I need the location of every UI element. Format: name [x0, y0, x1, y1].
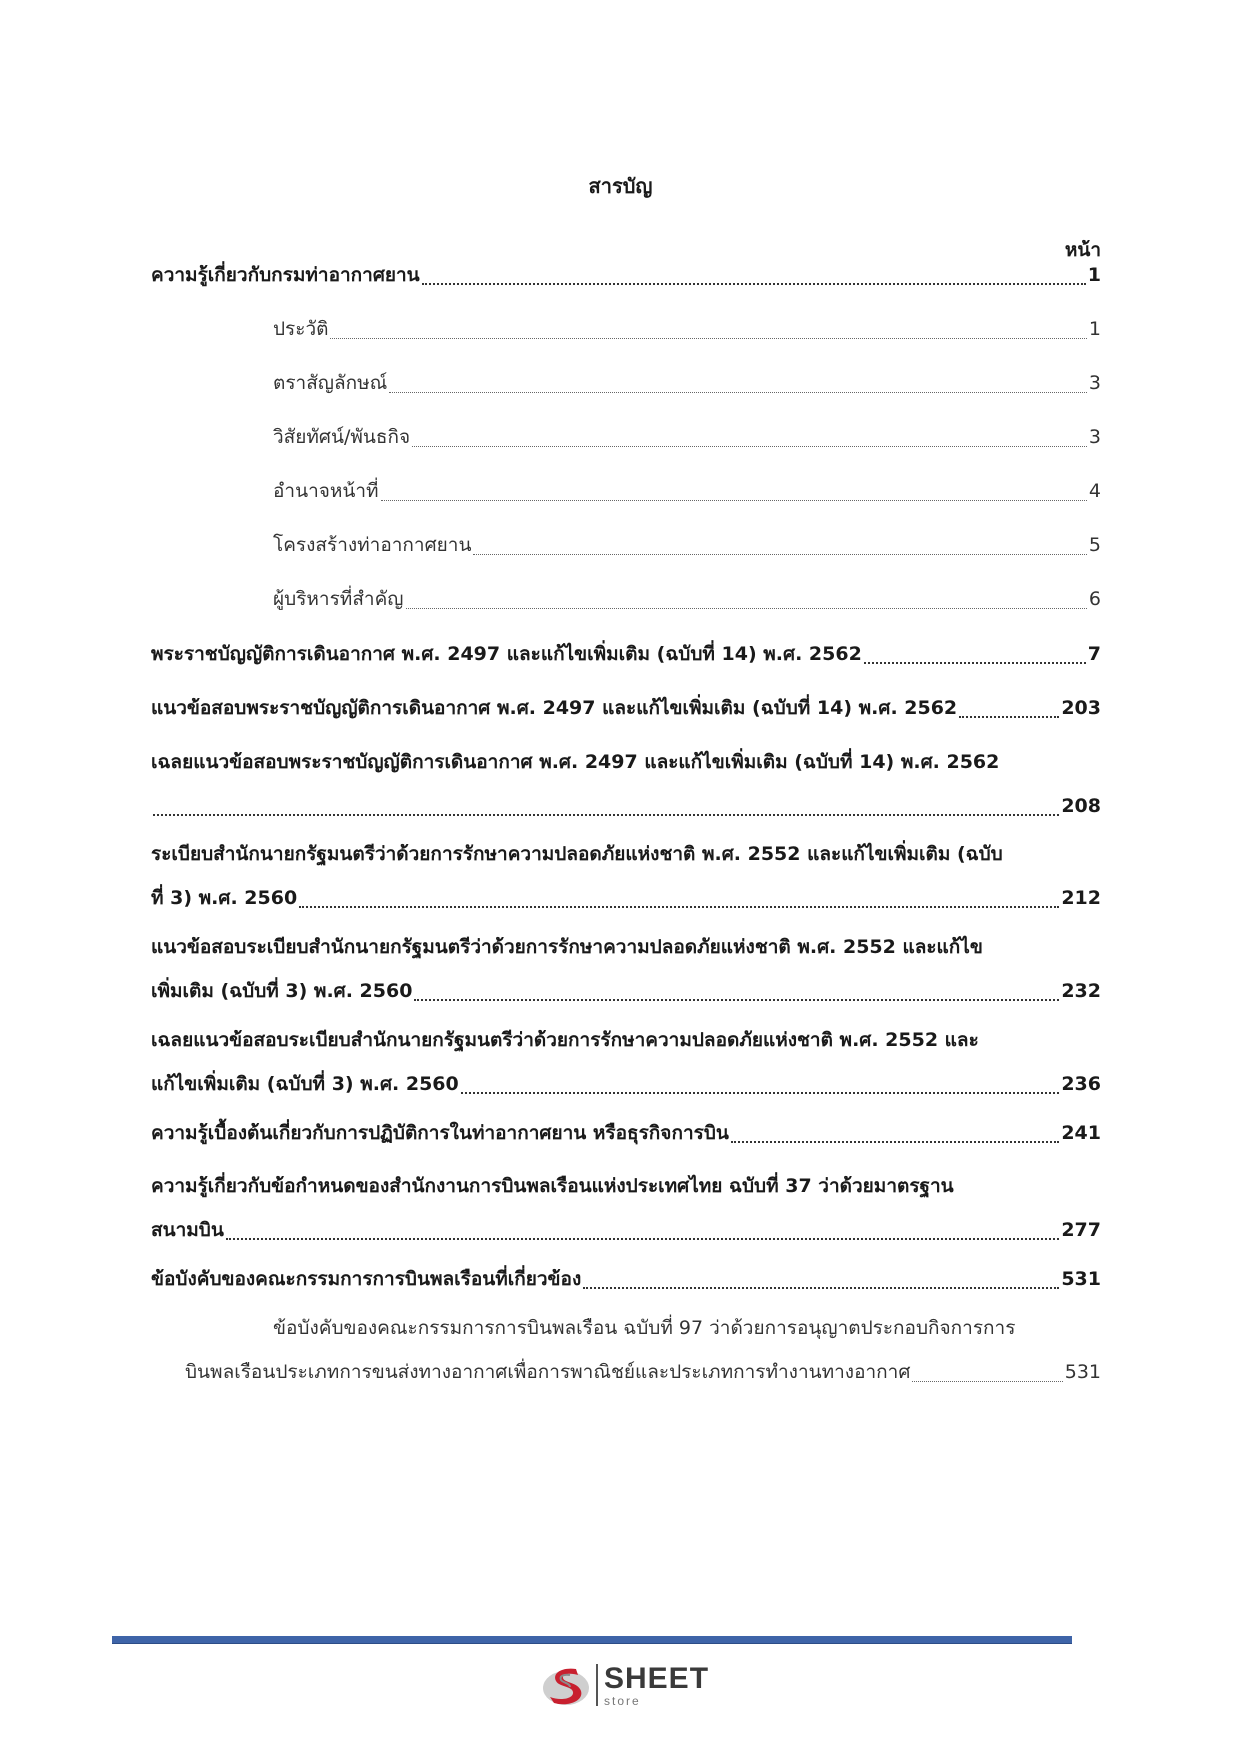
toc-entry-title-cont: เพิ่มเติม (ฉบับที่ 3) พ.ศ. 2560	[151, 980, 413, 1002]
logo-separator	[596, 1664, 598, 1706]
leader-dots	[583, 1287, 1059, 1289]
sheet-store-logo-icon	[540, 1661, 592, 1709]
leader-dots	[406, 608, 1087, 609]
leader-dots	[389, 392, 1087, 393]
toc-subentry[interactable]	[273, 523, 1101, 567]
logo-wordmark: SHEET	[604, 1661, 710, 1695]
toc-entry[interactable]	[151, 925, 1101, 1013]
leader-dots	[731, 1141, 1059, 1143]
toc-entry-title: ระเบียบสำนักนายกรัฐมนตรีว่าด้วยการรักษาความปลอดภัยแห่งชาติ พ.ศ. 2552 และแก้ไขเพิ่มเติม (ฉบับ	[151, 843, 1003, 865]
toc-entry-page: 4	[1088, 480, 1101, 502]
toc-entry-page: 241	[1061, 1122, 1101, 1144]
leader-dots	[461, 1092, 1060, 1094]
toc-entry-title: ความรู้เบื้องต้นเกี่ยวกับการปฏิบัติการในท่าอากาศยาน หรือธุรกิจการบิน	[151, 1122, 729, 1144]
toc-entry-page: 5	[1088, 534, 1101, 556]
toc-entry-title-cont: สนามบิน	[151, 1219, 224, 1241]
leader-dots	[226, 1238, 1060, 1240]
toc-entry-title-cont: แก้ไขเพิ่มเติม (ฉบับที่ 3) พ.ศ. 2560	[151, 1073, 459, 1095]
toc-entry[interactable]	[151, 253, 1101, 297]
toc-entry-page: 531	[1061, 1268, 1101, 1290]
toc-entry[interactable]	[151, 1111, 1101, 1155]
toc-entry[interactable]	[151, 1164, 1101, 1252]
toc-entry-page: 277	[1061, 1219, 1101, 1241]
toc-entry-title: แนวข้อสอบระเบียบสำนักนายกรัฐมนตรีว่าด้วยการรักษาความปลอดภัยแห่งชาติ พ.ศ. 2552 และแก้ไข	[151, 936, 983, 958]
toc-subentry[interactable]	[273, 415, 1101, 459]
logo-subtext: store	[604, 1693, 641, 1708]
toc-entry-title-cont: บินพลเรือนประเภทการขนส่งทางอากาศเพื่อการพาณิชย์และประเภทการทำงานทางอากาศ	[185, 1361, 911, 1383]
toc-entry-title: วิสัยทัศน์/พันธกิจ	[273, 426, 411, 448]
toc-subentry[interactable]	[273, 469, 1101, 513]
toc-entry[interactable]	[151, 1018, 1101, 1106]
leader-dots	[959, 716, 1059, 718]
toc-entry-page: 1	[1087, 264, 1101, 286]
leader-dots	[473, 554, 1086, 555]
toc-entry-title-cont: ที่ 3) พ.ศ. 2560	[151, 887, 298, 909]
toc-entry-page: 7	[1087, 643, 1101, 665]
sheet-store-logo	[540, 1660, 709, 1710]
toc-entry-page: 208	[1061, 795, 1101, 817]
toc-entry-title: พระราชบัญญัติการเดินอากาศ พ.ศ. 2497 และแก้ไขเพิ่มเติม (ฉบับที่ 14) พ.ศ. 2562	[151, 643, 862, 665]
toc-entry[interactable]	[151, 1257, 1101, 1301]
leader-dots	[864, 662, 1086, 664]
toc-entry-title: เฉลยแนวข้อสอบระเบียบสำนักนายกรัฐมนตรีว่าด้วยการรักษาความปลอดภัยแห่งชาติ พ.ศ. 2552 และ	[151, 1029, 979, 1051]
toc-entry-page: 3	[1088, 372, 1101, 394]
toc-entry-title: ตราสัญลักษณ์	[273, 372, 388, 394]
toc-entry-title: ผู้บริหารที่สำคัญ	[273, 588, 404, 610]
toc-subentry[interactable]	[273, 577, 1101, 621]
toc-entry-title: ความรู้เกี่ยวกับข้อกำหนดของสำนักงานการบินพลเรือนแห่งประเทศไทย ฉบับที่ 37 ว่าด้วยมาตรฐาน	[151, 1175, 954, 1197]
leader-dots	[330, 338, 1086, 339]
toc-entry-page: 531	[1064, 1361, 1101, 1383]
toc-entry-page: 6	[1088, 588, 1101, 610]
toc-entry-title: ประวัติ	[273, 318, 329, 340]
leader-dots	[412, 446, 1087, 447]
toc-entry-title: โครงสร้างท่าอากาศยาน	[273, 534, 472, 556]
toc-subentry[interactable]	[273, 361, 1101, 405]
toc-entry[interactable]	[151, 632, 1101, 676]
footer-divider	[112, 1636, 1072, 1644]
leader-dots	[414, 999, 1059, 1001]
toc-entry[interactable]	[151, 740, 1101, 828]
leader-dots	[912, 1381, 1062, 1382]
toc-entry-title: ข้อบังคับของคณะกรรมการการบินพลเรือน ฉบับที่ 97 ว่าด้วยการอนุญาตประกอบกิจการการ	[273, 1317, 1016, 1339]
toc-heading: สารบัญ	[588, 174, 653, 198]
toc-entry[interactable]	[151, 686, 1101, 730]
toc-subentry[interactable]	[151, 1306, 1101, 1394]
leader-dots	[422, 283, 1086, 285]
toc-entry-page: 3	[1088, 426, 1101, 448]
toc-entry-title: อำนาจหน้าที่	[273, 480, 379, 502]
toc-subentry[interactable]	[273, 307, 1101, 351]
leader-dots	[381, 500, 1087, 501]
leader-dots	[153, 814, 1059, 816]
leader-dots	[299, 906, 1059, 908]
toc-entry-title: แนวข้อสอบพระราชบัญญัติการเดินอากาศ พ.ศ. 2497 และแก้ไขเพิ่มเติม (ฉบับที่ 14) พ.ศ. 2562	[151, 697, 958, 719]
toc-entry-title: ความรู้เกี่ยวกับกรมท่าอากาศยาน	[151, 264, 420, 286]
toc-entry-page: 1	[1088, 318, 1101, 340]
toc-entry-title: ข้อบังคับของคณะกรรมการการบินพลเรือนที่เกี่ยวข้อง	[151, 1268, 582, 1290]
toc-entry-page: 212	[1061, 887, 1101, 909]
toc-entry-page: 203	[1061, 697, 1101, 719]
page-column-label: หน้า	[1064, 239, 1101, 261]
toc-entry[interactable]	[151, 832, 1101, 920]
toc-entry-page: 236	[1061, 1073, 1101, 1095]
toc-entry-page: 232	[1061, 980, 1101, 1002]
toc-entry-title: เฉลยแนวข้อสอบพระราชบัญญัติการเดินอากาศ พ.ศ. 2497 และแก้ไขเพิ่มเติม (ฉบับที่ 14) พ.ศ. 2562	[151, 751, 1000, 773]
